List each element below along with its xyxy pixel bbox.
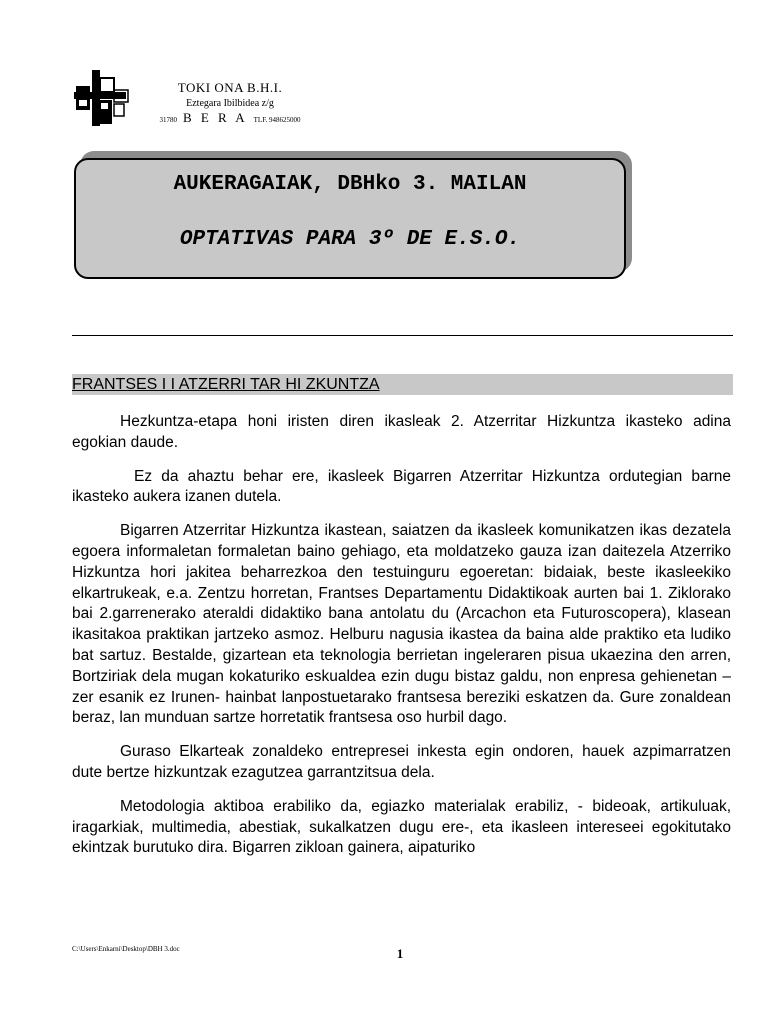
title-basque: AUKERAGAIAK, DBHko 3. MAILAN: [173, 173, 527, 196]
paragraph: Bigarren Atzerritar Hizkuntza ikastean, saiatzen da ikasleek komunikatzen ikas dezatela egoera informaletan formaletan baino gehiago, eta moldatzeko gauza izan daitezela Atzerriko Hizkuntza hori jakitea beharrezkoa den testuinguru egoeretan: bidaiak, beste ikasleekiko elkartrukeak, e.a. Zentzu horretan, Frantses Departamentu Didaktikoak aurten bai 1. Ziklorako bai 2.garrenerako ateraldi didaktiko bana antolatu du (Arcachon eta Futuroscopera), klasean ikasitakoa praktikan jartzeko asmoz. Helburu nagusia ikastea da baina alde praktiko eta ludiko bat sartuz. Bestalde, gizartean eta teknologia berrietan ingeleraren pisua ukaezina den arren, Bortziriak dela mugan kokaturiko eskualdea ezin dugu bistaz galdu, non enpresa gehienetan –zer esanik ez Irunen- hainbat lanpostuetarako frantsesa bereziki eskatzen da. Gure zonaldean beraz, lan munduan sartze horretatik frantsesa oso hurbil dago.: [72, 522, 731, 727]
school-logo-icon: [74, 70, 130, 126]
page-number: 1: [396, 946, 404, 961]
school-name: TOKI ONA B.H.I.: [177, 80, 283, 95]
title-box: [74, 158, 626, 279]
footer-file-path: C:\Users\Enkarni\Desktop\DBH 3.doc: [72, 945, 180, 953]
school-city: B E R A: [182, 110, 248, 125]
letterhead: [150, 80, 310, 126]
paragraph: Hezkuntza-etapa honi iristen diren ikasleak 2. Atzerritar Hizkuntza ikasteko adina egokian daude.: [72, 413, 731, 451]
paragraph: Guraso Elkarteak zonaldeko entrepresei inkesta egin ondoren, hauek azpimarratzen dute bertze hizkuntzak ezagutzea garrantzitsua dela.: [72, 743, 731, 781]
school-zip: 31780: [159, 116, 177, 124]
school-phone: TLF. 948625000: [253, 116, 301, 124]
horizontal-rule: [72, 335, 733, 336]
school-city-row: [150, 110, 310, 126]
section-body: [72, 412, 731, 859]
section-heading: [72, 374, 733, 395]
paragraph: Ez da ahaztu behar ere, ikasleek Bigarren Atzerritar Hizkuntza ordutegian barne ikasteko aukera izanen dutela.: [72, 467, 731, 506]
paragraph: Metodologia aktiboa erabiliko da, egiazko materialak erabiliz, - bideoak, artikuluak, iragarkiak, multimedia, abestiak, sukalkatzen dugu ere-, eta ikasleen intereseei egokitutako ekintzak burutuko dira. Bigarren zikloan gainera, aipaturiko: [72, 797, 731, 857]
school-address: Eztegara Ibilbidea z/g: [186, 98, 274, 109]
section-heading-text: FRANTSES I I ATZERRI TAR HI ZKUNTZA: [72, 376, 380, 393]
title-spanish: OPTATIVAS PARA 3º DE E.S.O.: [179, 228, 521, 251]
